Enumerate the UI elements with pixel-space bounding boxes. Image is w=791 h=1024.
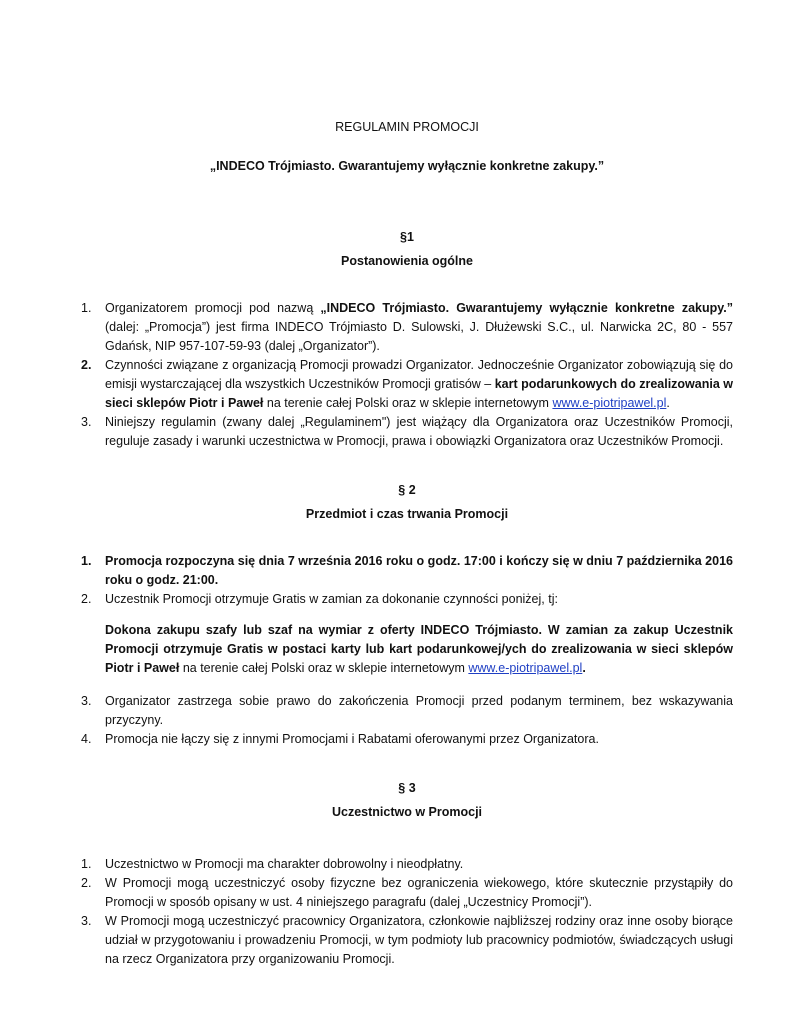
section-2-list-continued <box>81 692 733 749</box>
list-item <box>81 590 733 609</box>
shop-link[interactable]: www.e-piotripawel.pl <box>552 396 667 410</box>
list-item <box>81 730 733 749</box>
promotion-name: „INDECO Trójmiasto. Gwarantujemy wyłącznie konkretne zakupy.” <box>209 159 605 173</box>
section-2-heading <box>81 481 733 524</box>
item-number: 1. <box>81 857 92 871</box>
item-number: 2. <box>81 876 92 890</box>
item-text: Uczestnik Promocji otrzymuje Gratis w zamian za dokonanie czynności poniżej, tj: <box>105 592 558 606</box>
item-text: Niniejszy regulamin (zwany dalej „Regulaminem") jest wiążący dla Organizatora oraz Uczestników Promocji, reguluje zasady i warunki uczestnictwa w Promocji, prawa i obowiązki Organizatora oraz Uczestników Promocji. <box>105 415 733 448</box>
item-number: 3. <box>81 415 92 429</box>
item-text: Promocja nie łączy się z innymi Promocjami i Rabatami oferowanymi przez Organizatora. <box>105 732 599 746</box>
paragraph-bold-text: Dokona zakupu szafy lub szaf na wymiar z oferty INDECO Trójmiasto. W zamian za zakup Uczestnik Promocji otrzymuje Gratis w postaci karty lub kart podarunkowej/ych do zrealizowania w sieci sklepów Piotr i Paweł <box>105 623 733 675</box>
list-item <box>81 855 733 874</box>
document-title: REGULAMIN PROMOCJI <box>335 120 479 134</box>
section-2-number: § 2 <box>398 483 416 497</box>
list-item <box>81 299 733 356</box>
gratis-condition-paragraph <box>81 621 733 678</box>
shop-link[interactable]: www.e-piotripawel.pl <box>468 661 583 675</box>
item-text: Uczestnictwo w Promocji ma charakter dobrowolny i nieodpłatny. <box>105 857 464 871</box>
section-3-heading <box>81 779 733 822</box>
item-number: 4. <box>81 732 92 746</box>
section-1-title: Postanowienia ogólne <box>341 254 473 268</box>
promotion-name-inline: „INDECO Trójmiasto. Gwarantujemy wyłącznie konkretne zakupy.” <box>320 301 733 315</box>
section-3-number: § 3 <box>398 781 416 795</box>
item-bold-text: kart podarunkowych do zrealizowania w sieci sklepów Piotr i Paweł <box>105 377 733 410</box>
item-text: Czynności związane z organizacją Promocji prowadzi Organizator. Jednocześnie Organizator zobowiązują się do emisji wystarczającej dla wszystkich Uczestników Promocji gratisów – <box>105 358 733 391</box>
section-3-title: Uczestnictwo w Promocji <box>331 805 483 819</box>
section-3-list <box>81 855 733 969</box>
section-1-heading <box>81 228 733 271</box>
section-1-list <box>81 299 733 451</box>
paragraph-bold-text: . <box>582 661 586 675</box>
item-number: 2. <box>81 592 92 606</box>
item-number: 1. <box>81 301 92 315</box>
document-body <box>81 118 733 969</box>
item-text: Organizatorem promocji pod nazwą <box>105 301 321 315</box>
item-text: . <box>666 396 670 410</box>
item-text: na terenie całej Polski oraz w sklepie internetowym <box>263 396 553 410</box>
item-number: 2. <box>81 358 92 372</box>
item-text: (dalej: „Promocja”) jest firma INDECO Trójmiasto D. Sulowski, J. Dłużewski S.C., ul. Narwicka 2C, 80 - 557 Gdańsk, NIP 957-107-59-93 (dalej „Organizator”). <box>105 320 733 353</box>
list-item <box>81 356 733 413</box>
list-item <box>81 552 733 590</box>
section-1-number: §1 <box>400 230 414 244</box>
item-bold-text: Promocja rozpoczyna się dnia 7 września 2016 roku o godz. 17:00 i kończy się w dniu 7 października 2016 roku o godz. 21:00. <box>105 554 733 587</box>
item-number: 3. <box>81 694 92 708</box>
section-2-list <box>81 552 733 609</box>
list-item <box>81 874 733 912</box>
section-2-title: Przedmiot i czas trwania Promocji <box>305 507 509 521</box>
item-text: Organizator zastrzega sobie prawo do zakończenia Promocji przed podanym terminem, bez wskazywania przyczyny. <box>105 694 733 727</box>
item-number: 1. <box>81 554 92 568</box>
list-item <box>81 413 733 451</box>
item-number: 3. <box>81 914 92 928</box>
item-text: W Promocji mogą uczestniczyć osoby fizyczne bez ograniczenia wiekowego, które skutecznie przystąpiły do Promocji w sposób opisany w ust. 4 niniejszego paragrafu (dalej „Uczestnicy Promocji”). <box>105 876 733 909</box>
list-item <box>81 912 733 969</box>
item-text: W Promocji mogą uczestniczyć pracownicy Organizatora, członkowie najbliższej rodziny oraz inne osoby biorące udział w przygotowaniu i prowadzeniu Promocji, w tym podmioty lub pracownicy podmiotów, świadczących usługi na rzecz Organizatora przy organizowaniu Promocji. <box>105 914 733 966</box>
paragraph-text: na terenie całej Polski oraz w sklepie internetowym <box>179 661 469 675</box>
list-item <box>81 692 733 730</box>
